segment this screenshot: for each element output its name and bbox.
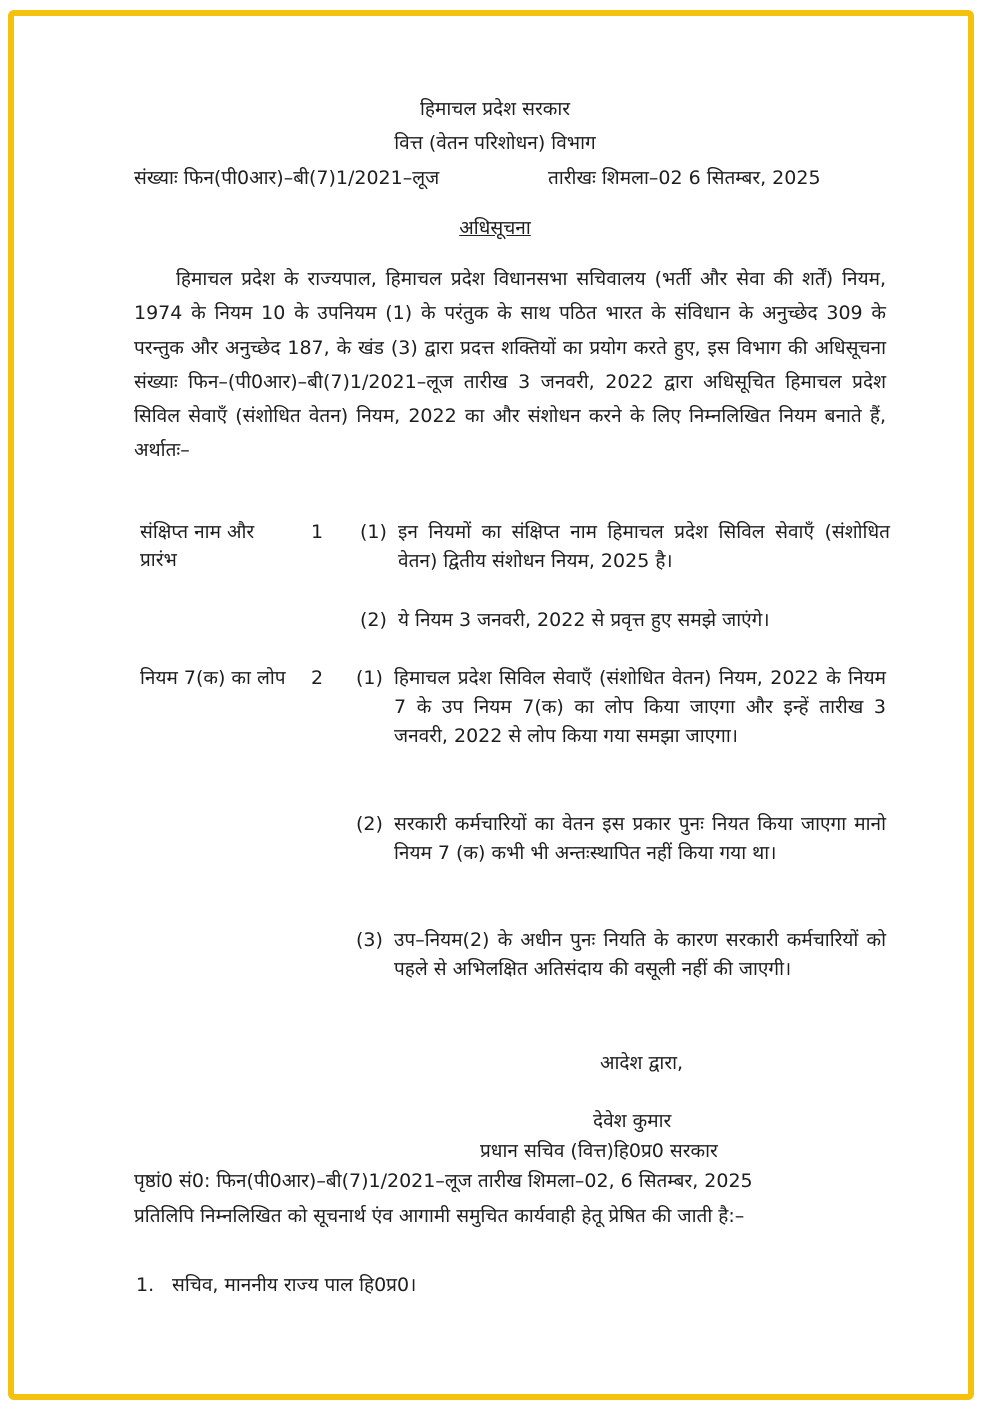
recipient-1-text: सचिव, माननीय राज्य पाल हि0प्र0। — [172, 1274, 417, 1296]
endorsement-number: पृष्ठां0 सं0: फिन(पी0आर)–बी(7)1/2021–लूज तारीख शिमला–02, 6 सितम्बर, 2025 — [134, 1170, 753, 1192]
item-number: (3) — [356, 929, 383, 951]
rule-2-item-1 — [356, 664, 886, 751]
notification-title: अधिसूचना — [459, 217, 531, 239]
rule-2-label: नियम 7(क) का लोप — [140, 667, 286, 689]
recipient-1-number: 1. — [136, 1274, 155, 1296]
endorsement-text: प्रतिलिपि निम्नलिखित को सूचनार्थ एंव आगामी समुचित कार्यवाही हेतू प्रेषित की जाती है:– — [134, 1205, 745, 1227]
rule-1-item-1 — [360, 518, 890, 576]
item-number: (2) — [360, 609, 387, 631]
item-text: उप–नियम(2) के अधीन पुनः नियति के कारण सरकारी कर्मचारियों को पहले से अभिलक्षित अतिसंदाय की वसूली नहीं की जाएगी। — [394, 929, 886, 980]
notification-date: तारीखः शिमला–02 6 सितम्बर, 2025 — [548, 167, 821, 189]
item-text: सरकारी कर्मचारियों का वेतन इस प्रकार पुनः नियत किया जाएगा मानो नियम 7 (क) कभी भी अन्तःस्थापित नहीं किया गया था। — [394, 813, 886, 864]
order-line: आदेश द्वारा, — [600, 1052, 684, 1074]
signatory-name: देवेश कुमार — [593, 1110, 672, 1132]
rule-2-item-3 — [356, 926, 886, 984]
item-text: इन नियमों का संक्षिप्त नाम हिमाचल प्रदेश सिविल सेवाएँ (संशोधित वेतन) द्वितीय संशोधन नियम, 2025 है। — [398, 521, 890, 572]
item-number: (1) — [360, 521, 387, 543]
preamble-paragraph: हिमाचल प्रदेश के राज्यपाल, हिमाचल प्रदेश विधानसभा सचिवालय (भर्ती और सेवा की शर्तें) नियम, 1974 के नियम 10 के उपनियम (1) के परंतुक के साथ पठित भारत के संविधान के अनुच्छेद 309 के परन्तुक और अनुच्छेद 187, के खंड (3) द्वारा प्रदत्त शक्तियों का प्रयोग करते हुए, इस विभाग की अधिसूचना संख्याः फिन–(पी0आर)–बी(7)1/2021–लूज तारीख 3 जनवरी, 2022 द्वारा अधिसूचित हिमाचल प्रदेश सिविल सेवाएँ (संशोधित वेतन) नियम, 2022 का और संशोधन करने के लिए निम्नलिखित नियम बनाते हैं, अर्थातः– — [134, 268, 886, 462]
item-text: हिमाचल प्रदेश सिविल सेवाएँ (संशोधित वेतन) नियम, 2022 के नियम 7 के उप नियम 7(क) का लोप किया जाएगा और इन्हें तारीख 3 जनवरी, 2022 से लोप किया गया समझा जाएगा। — [394, 667, 886, 747]
signatory-designation: प्रधान सचिव (वित्त)हि0प्र0 सरकार — [480, 1140, 718, 1162]
rule-2-item-2 — [356, 810, 886, 868]
government-heading: हिमाचल प्रदेश सरकार — [419, 98, 571, 120]
rule-1-item-2 — [360, 606, 890, 635]
item-text: ये नियम 3 जनवरी, 2022 से प्रवृत्त हुए समझे जाएंगे। — [398, 609, 770, 631]
department-heading: वित्त (वेतन परिशोधन) विभाग — [394, 132, 596, 154]
item-number: (2) — [356, 813, 383, 835]
rule-2-number: 2 — [311, 667, 324, 689]
rule-1-number: 1 — [311, 521, 324, 543]
item-number: (1) — [356, 667, 383, 689]
rule-1-label: संक्षिप्त नाम और प्रारंभ — [140, 521, 255, 571]
notification-number: संख्याः फिन(पी0आर)–बी(7)1/2021–लूज — [134, 167, 440, 189]
